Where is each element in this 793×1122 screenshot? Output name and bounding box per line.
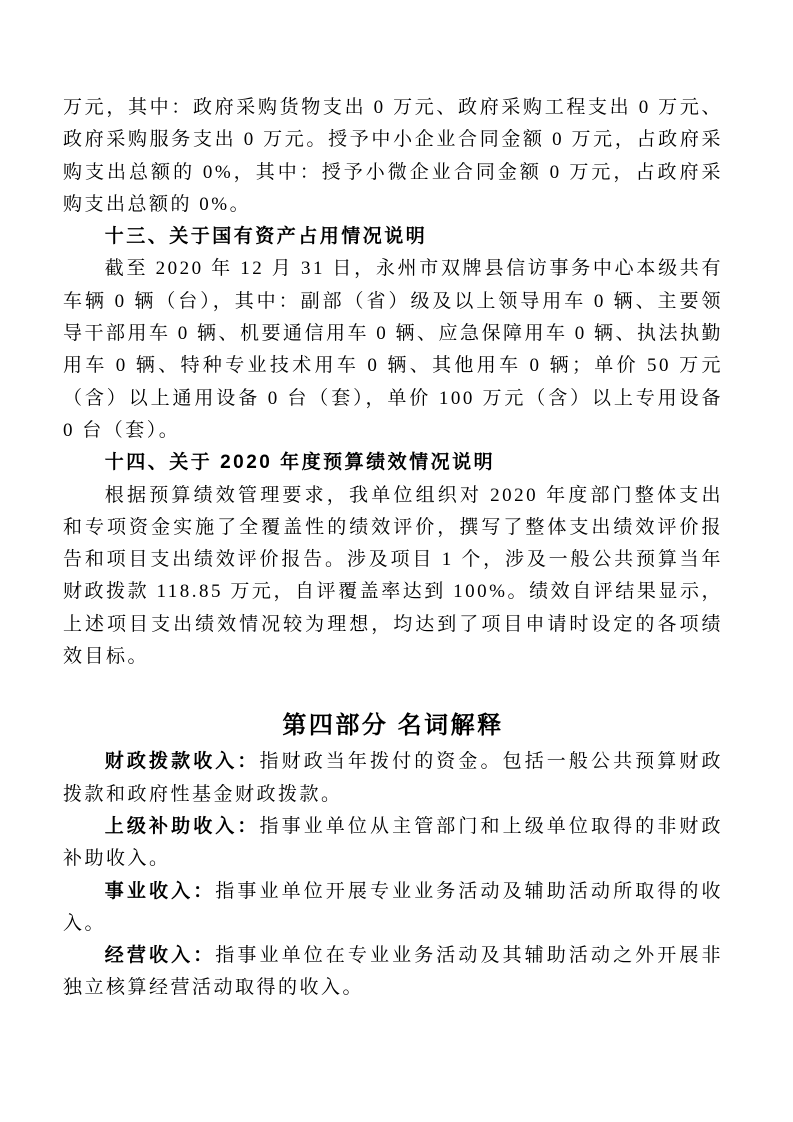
term-item-institutional-income	[63, 876, 723, 941]
term-label: 上级补助收入：	[104, 815, 260, 837]
term-item-superior-subsidy-income	[63, 811, 723, 876]
term-label: 经营收入：	[104, 945, 216, 967]
section-13-body: 截至 2020 年 12 月 31 日，永州市双牌县信访事务中心本级共有车辆 0 辆（台），其中：副部（省）级及以上领导用车 0 辆、主要领导干部用车 0 辆、机要通信用车 0 辆、应急保障用车 0 辆、执法执勤用车 0 辆、特种专业技术用车 0 辆、其他用车 0 辆；单价 50 万元（含）以上通用设备 0 台（套），单价 100 万元（含）以上专用设备 0 台（套）。	[63, 258, 724, 441]
term-definition: 指事业单位从主管部门和上级单位取得的非财政补助收入。	[63, 815, 723, 870]
section-13-heading: 十三、关于国有资产占用情况说明	[104, 226, 428, 248]
term-label: 事业收入：	[104, 880, 216, 902]
term-label: 财政拨款收入：	[104, 751, 260, 773]
term-definition: 指财政当年拨付的资金。包括一般公共预算财政拨款和政府性基金财政拨款。	[63, 751, 723, 805]
section-14-heading: 十四、关于 2020 年度预算绩效情况说明	[104, 452, 496, 474]
term-definition: 指事业单位开展专业业务活动及辅助活动所取得的收入。	[63, 880, 723, 934]
paragraph-procurement-continuation: 万元，其中：政府采购货物支出 0 万元、政府采购工程支出 0 万元、政府采购服务支出 0 万元。授予中小企业合同金额 0 万元，占政府采购支出总额的 0%，其中：授予小微企业合同金额 0 万元，占政府采购支出总额的 0%。	[63, 97, 723, 215]
part-4-title: 第四部分 名词解释	[282, 712, 504, 740]
section-14-body: 根据预算绩效管理要求，我单位组织对 2020 年度部门整体支出和专项资金实施了全覆盖性的绩效评价，撰写了整体支出绩效评价报告和项目支出绩效评价报告。涉及项目 1 个，涉及一般公共预算当年财政拨款 118.85 万元，自评覆盖率达到 100%。绩效自评结果显示，上述项目支出绩效情况较为理想，均达到了项目申请时设定的各项绩效目标。	[63, 484, 723, 668]
term-item-fiscal-appropriation-income	[63, 746, 723, 811]
term-item-operating-income	[63, 940, 723, 1005]
term-definition: 指事业单位在专业业务活动及其辅助活动之外开展非独立核算经营活动取得的收入。	[63, 945, 723, 999]
